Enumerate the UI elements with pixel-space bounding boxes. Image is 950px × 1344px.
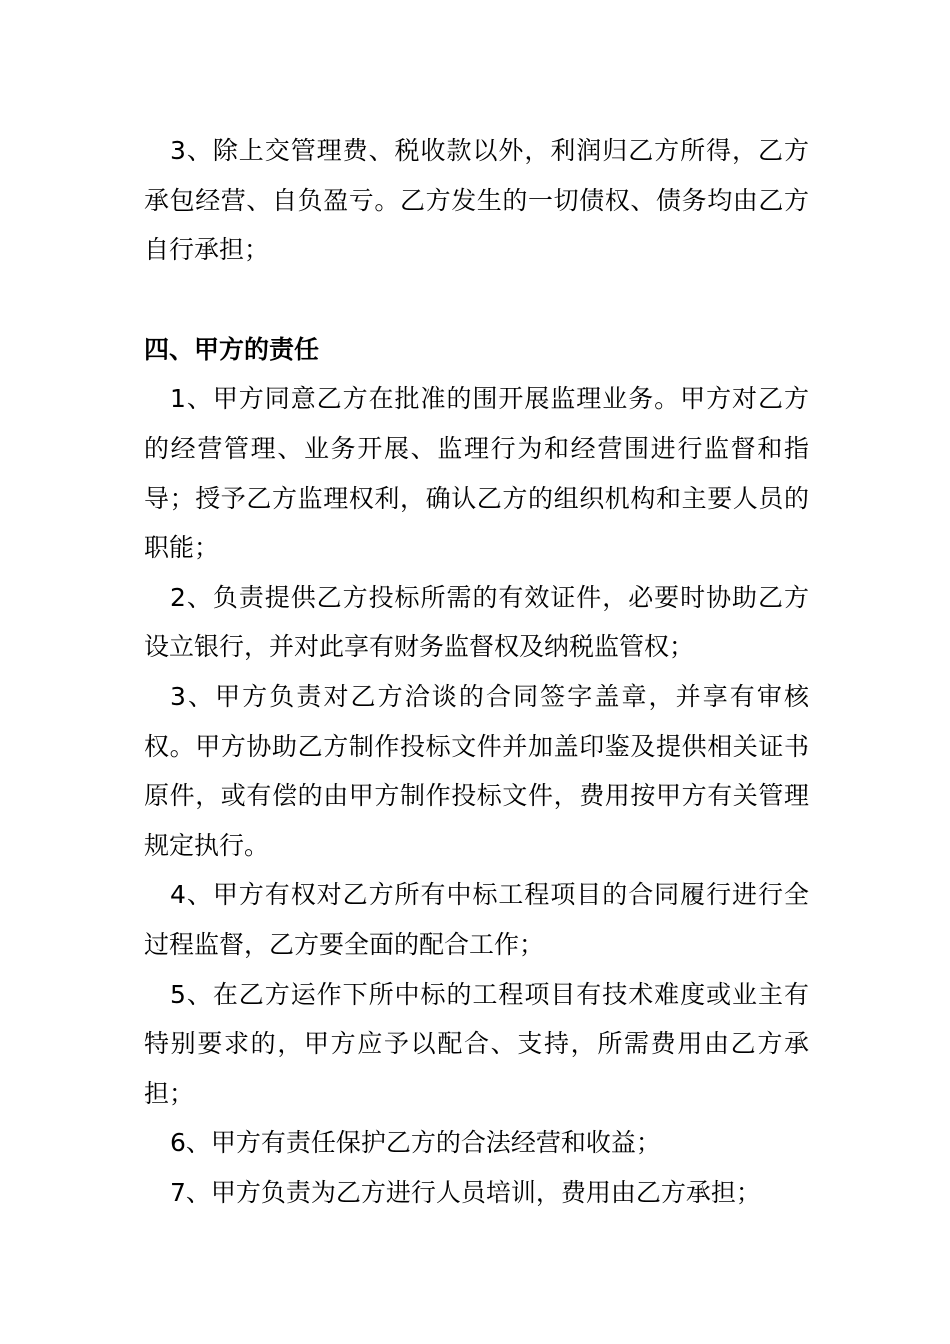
section-item-3: 3、甲方负责对乙方洽谈的合同签字盖章，并享有审核权。甲方协助乙方制作投标文件并加盖印鉴及提供相关证书原件，或有偿的由甲方制作投标文件，费用按甲方有关管理规定执行。 [144, 681, 809, 860]
document-page [144, 126, 809, 1217]
paragraph-profit-clause: 3、除上交管理费、税收款以外，利润归乙方所得，乙方承包经营、自负盈亏。乙方发生的一切债权、债务均由乙方自行承担； [144, 136, 809, 265]
section-item-4: 4、甲方有权对乙方所有中标工程项目的合同履行进行全过程监督，乙方要全面的配合工作； [144, 880, 809, 959]
section-item-1: 1、甲方同意乙方在批准的围开展监理业务。甲方对乙方的经营管理、业务开展、监理行为和经营围进行监督和指导；授予乙方监理权利，确认乙方的组织机构和主要人员的职能； [144, 384, 809, 563]
section-item-5: 5、在乙方运作下所中标的工程项目有技术难度或业主有特别要求的，甲方应予以配合、支持，所需费用由乙方承担； [144, 979, 809, 1108]
section-heading: 四、甲方的责任 [144, 334, 320, 364]
paragraph-gap [144, 275, 809, 325]
section-item-6: 6、甲方有责任保护乙方的合法经营和收益； [170, 1128, 661, 1158]
section-item-7: 7、甲方负责为乙方进行人员培训，费用由乙方承担； [170, 1177, 761, 1207]
section-item-2: 2、负责提供乙方投标所需的有效证件，必要时协助乙方设立银行，并对此享有财务监督权及纳税监管权； [144, 582, 809, 662]
